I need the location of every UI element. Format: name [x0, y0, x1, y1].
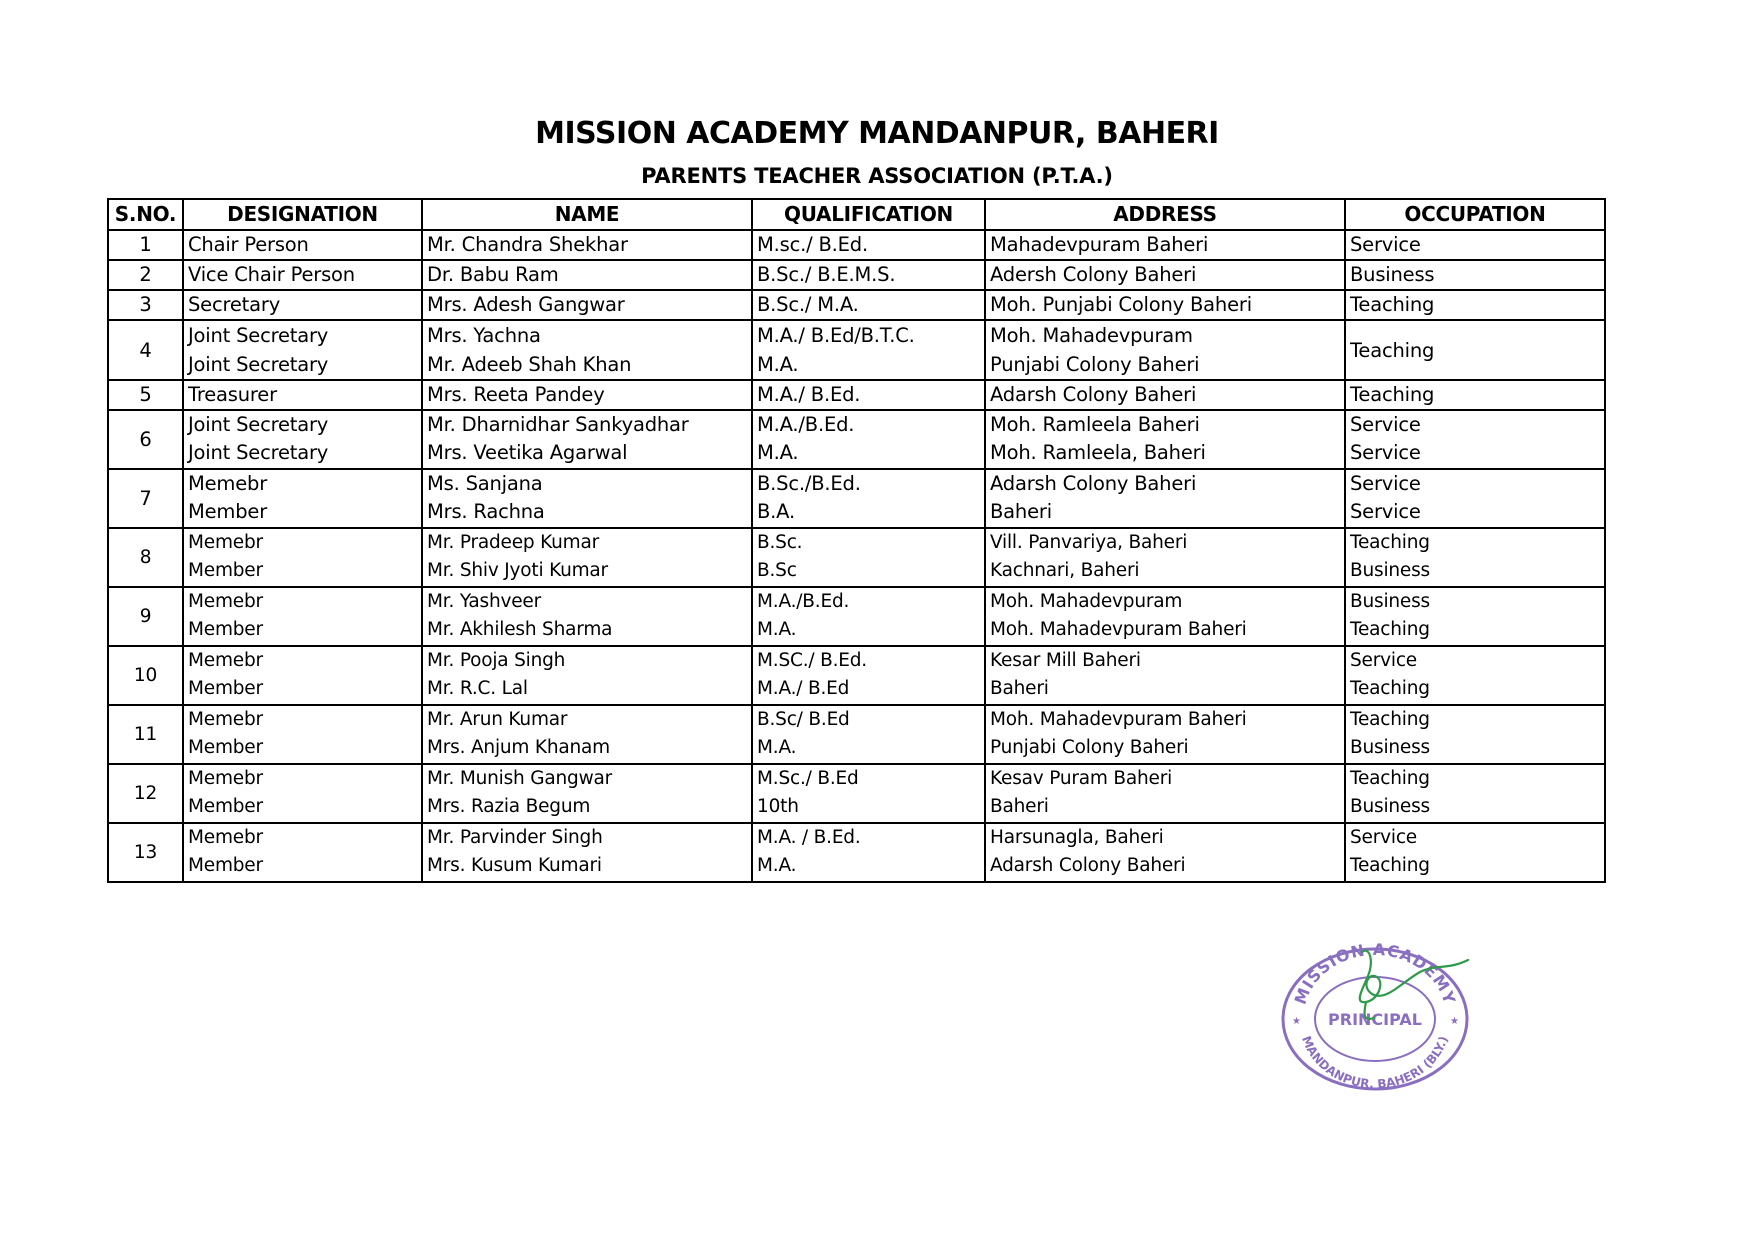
table-row — [108, 230, 1605, 260]
address-cell — [985, 528, 1345, 587]
sno-cell: 1 — [108, 230, 183, 260]
qualification-line: 10th — [757, 796, 799, 817]
address-line: Moh. Ramleela, Baheri — [990, 441, 1206, 464]
table-row — [108, 528, 1605, 587]
header-address: ADDRESS — [985, 199, 1345, 230]
sno-cell: 5 — [108, 380, 183, 410]
designation-line: Member — [188, 737, 263, 758]
designation-cell — [183, 823, 422, 882]
name-line: Mr. Pooja Singh — [427, 650, 566, 671]
occupation-cell — [1345, 528, 1605, 587]
designation-line: Memebr — [188, 768, 263, 789]
name-line: Mr. Arun Kumar — [427, 709, 568, 730]
occupation-cell — [1345, 823, 1605, 882]
name-cell — [422, 705, 752, 764]
qualification-line: B.Sc/ B.Ed — [757, 709, 850, 730]
name-cell: Dr. Babu Ram — [422, 260, 752, 290]
table-row — [108, 290, 1605, 320]
qualification-cell — [752, 528, 985, 587]
designation-line: Memebr — [188, 591, 263, 612]
sno-cell: 4 — [108, 320, 183, 380]
name-cell: Mrs. Adesh Gangwar — [422, 290, 752, 320]
qualification-cell — [752, 587, 985, 646]
page-title: MISSION ACADEMY MANDANPUR, BAHERI — [535, 116, 1219, 151]
table-row — [108, 380, 1605, 410]
occupation-line: Teaching — [1350, 678, 1430, 699]
table-header-row — [108, 199, 1605, 230]
qualification-line: M.A./ B.Ed/B.T.C. — [757, 324, 915, 347]
table-row — [108, 705, 1605, 764]
designation-line: Joint Secretary — [188, 324, 329, 347]
occupation-cell — [1345, 705, 1605, 764]
designation-cell — [183, 320, 422, 380]
designation-cell — [183, 528, 422, 587]
qualification-line: M.SC./ B.Ed. — [757, 650, 867, 671]
svg-text:MANDANPUR, BAHERI (BLY.) — [1299, 1034, 1451, 1091]
name-line: Mr. R.C. Lal — [427, 678, 528, 699]
occupation-cell — [1345, 469, 1605, 528]
pta-members-table — [107, 198, 1606, 883]
sno-cell: 8 — [108, 528, 183, 587]
designation-cell — [183, 469, 422, 528]
occupation-cell: Teaching — [1345, 290, 1605, 320]
sno-cell: 9 — [108, 587, 183, 646]
table-row — [108, 320, 1605, 380]
occupation-line: Service — [1350, 650, 1417, 671]
occupation-line: Business — [1350, 737, 1430, 758]
address-cell — [985, 705, 1345, 764]
designation-line: Memebr — [188, 532, 263, 553]
occupation-line: Service — [1350, 413, 1421, 436]
sno-cell: 2 — [108, 260, 183, 290]
address-cell: Adarsh Colony Baheri — [985, 380, 1345, 410]
occupation-cell: Teaching — [1345, 320, 1605, 380]
occupation-cell — [1345, 587, 1605, 646]
address-line: Adarsh Colony Baheri — [990, 472, 1197, 495]
address-line: Kesav Puram Baheri — [990, 768, 1173, 789]
address-line: Punjabi Colony Baheri — [990, 353, 1200, 376]
address-line: Baheri — [990, 500, 1052, 523]
address-line: Moh. Ramleela Baheri — [990, 413, 1200, 436]
qualification-cell: B.Sc./ M.A. — [752, 290, 985, 320]
designation-line: Member — [188, 796, 263, 817]
sno-cell: 12 — [108, 764, 183, 823]
name-cell — [422, 823, 752, 882]
designation-line: Member — [188, 619, 263, 640]
designation-line: Memebr — [188, 472, 268, 495]
table-row — [108, 823, 1605, 882]
qualification-line: M.A. — [757, 441, 799, 464]
occupation-cell: Business — [1345, 260, 1605, 290]
qualification-line: M.A. — [757, 737, 797, 758]
address-line: Moh. Mahadevpuram Baheri — [990, 619, 1247, 640]
name-line: Mrs. Veetika Agarwal — [427, 441, 628, 464]
designation-cell: Chair Person — [183, 230, 422, 260]
qualification-line: B.A. — [757, 500, 795, 523]
name-line: Mr. Akhilesh Sharma — [427, 619, 613, 640]
name-cell: Mrs. Reeta Pandey — [422, 380, 752, 410]
designation-cell: Treasurer — [183, 380, 422, 410]
qualification-line: M.A./B.Ed. — [757, 413, 855, 436]
name-cell — [422, 587, 752, 646]
header-qualification: QUALIFICATION — [752, 199, 985, 230]
name-cell — [422, 410, 752, 469]
sno-cell: 11 — [108, 705, 183, 764]
qualification-line: B.Sc — [757, 560, 797, 581]
occupation-line: Service — [1350, 500, 1421, 523]
name-line: Mrs. Yachna — [427, 324, 541, 347]
name-line: Ms. Sanjana — [427, 472, 543, 495]
stamp-center-text: PRINCIPAL — [1328, 1010, 1422, 1029]
designation-line: Memebr — [188, 827, 263, 848]
designation-cell — [183, 410, 422, 469]
address-line: Punjabi Colony Baheri — [990, 737, 1189, 758]
address-line: Kesar Mill Baheri — [990, 650, 1141, 671]
address-cell: Adersh Colony Baheri — [985, 260, 1345, 290]
qualification-cell — [752, 320, 985, 380]
address-cell — [985, 410, 1345, 469]
occupation-line: Teaching — [1350, 532, 1430, 553]
name-line: Mrs. Kusum Kumari — [427, 855, 602, 876]
name-line: Mr. Dharnidhar Sankyadhar — [427, 413, 689, 436]
qualification-line: M.A. / B.Ed. — [757, 827, 861, 848]
occupation-line: Service — [1350, 827, 1417, 848]
designation-line: Joint Secretary — [188, 441, 329, 464]
table-row — [108, 764, 1605, 823]
occupation-cell — [1345, 646, 1605, 705]
designation-line: Member — [188, 678, 263, 699]
address-cell: Mahadevpuram Baheri — [985, 230, 1345, 260]
occupation-cell: Teaching — [1345, 380, 1605, 410]
qualification-cell: B.Sc./ B.E.M.S. — [752, 260, 985, 290]
occupation-line: Business — [1350, 796, 1430, 817]
stamp-top-text: MISSION ACADEMY — [1290, 942, 1460, 1007]
table-row — [108, 646, 1605, 705]
qualification-cell: M.sc./ B.Ed. — [752, 230, 985, 260]
name-cell — [422, 528, 752, 587]
stamp-star-left-icon: ★ — [1292, 1016, 1301, 1027]
sno-cell: 3 — [108, 290, 183, 320]
designation-line: Member — [188, 560, 263, 581]
occupation-line: Business — [1350, 560, 1430, 581]
sno-cell: 10 — [108, 646, 183, 705]
page-subtitle: PARENTS TEACHER ASSOCIATION (P.T.A.) — [641, 164, 1113, 188]
qualification-cell: M.A./ B.Ed. — [752, 380, 985, 410]
address-line: Adarsh Colony Baheri — [990, 855, 1186, 876]
designation-cell: Vice Chair Person — [183, 260, 422, 290]
occupation-cell — [1345, 410, 1605, 469]
designation-cell — [183, 764, 422, 823]
name-cell — [422, 764, 752, 823]
designation-cell — [183, 587, 422, 646]
qualification-line: B.Sc./B.Ed. — [757, 472, 861, 495]
occupation-line: Teaching — [1350, 709, 1430, 730]
occupation-cell: Service — [1345, 230, 1605, 260]
designation-cell — [183, 705, 422, 764]
qualification-cell — [752, 469, 985, 528]
address-cell — [985, 320, 1345, 380]
address-cell: Moh. Punjabi Colony Baheri — [985, 290, 1345, 320]
address-line: Moh. Mahadevpuram — [990, 324, 1193, 347]
designation-line: Joint Secretary — [188, 413, 329, 436]
designation-line: Joint Secretary — [188, 353, 329, 376]
qualification-cell — [752, 705, 985, 764]
qualification-line: M.A./ B.Ed — [757, 678, 850, 699]
table-row — [108, 410, 1605, 469]
name-line: Mrs. Rachna — [427, 500, 545, 523]
occupation-line: Service — [1350, 472, 1421, 495]
occupation-line: Service — [1350, 441, 1421, 464]
address-line: Kachnari, Baheri — [990, 560, 1140, 581]
address-line: Moh. Mahadevpuram — [990, 591, 1183, 612]
address-line: Baheri — [990, 796, 1049, 817]
designation-line: Member — [188, 500, 268, 523]
table-row — [108, 260, 1605, 290]
name-line: Mr. Pradeep Kumar — [427, 532, 600, 553]
address-line: Moh. Mahadevpuram Baheri — [990, 709, 1247, 730]
address-cell — [985, 469, 1345, 528]
address-cell — [985, 764, 1345, 823]
designation-line: Member — [188, 855, 263, 876]
name-cell — [422, 469, 752, 528]
occupation-line: Teaching — [1350, 619, 1430, 640]
qualification-cell — [752, 410, 985, 469]
name-cell: Mr. Chandra Shekhar — [422, 230, 752, 260]
table-row — [108, 587, 1605, 646]
stamp-bottom-text: MANDANPUR, BAHERI (BLY.) — [1299, 1033, 1451, 1092]
address-cell — [985, 823, 1345, 882]
header-occupation: OCCUPATION — [1345, 199, 1605, 230]
principal-stamp — [1270, 942, 1480, 1092]
name-line: Mrs. Razia Begum — [427, 796, 591, 817]
name-line: Mrs. Anjum Khanam — [427, 737, 610, 758]
qualification-line: M.A. — [757, 619, 797, 640]
table-row — [108, 469, 1605, 528]
name-line: Mr. Yashveer — [427, 591, 542, 612]
qualification-cell — [752, 646, 985, 705]
qualification-cell — [752, 764, 985, 823]
name-cell — [422, 646, 752, 705]
occupation-cell — [1345, 764, 1605, 823]
name-line: Mr. Parvinder Singh — [427, 827, 603, 848]
name-line: Mr. Shiv Jyoti Kumar — [427, 560, 608, 581]
address-cell — [985, 646, 1345, 705]
address-line: Vill. Panvariya, Baheri — [990, 532, 1188, 553]
qualification-line: M.A. — [757, 855, 797, 876]
address-line: Harsunagla, Baheri — [990, 827, 1164, 848]
sno-cell: 13 — [108, 823, 183, 882]
sno-cell: 6 — [108, 410, 183, 469]
sno-cell: 7 — [108, 469, 183, 528]
occupation-line: Teaching — [1350, 855, 1430, 876]
occupation-line: Business — [1350, 591, 1430, 612]
designation-line: Memebr — [188, 650, 263, 671]
designation-cell — [183, 646, 422, 705]
occupation-line: Teaching — [1350, 768, 1430, 789]
address-line: Baheri — [990, 678, 1049, 699]
qualification-line: M.A. — [757, 353, 799, 376]
name-cell — [422, 320, 752, 380]
qualification-cell — [752, 823, 985, 882]
qualification-line: M.Sc./ B.Ed — [757, 768, 859, 789]
qualification-line: M.A./B.Ed. — [757, 591, 850, 612]
designation-cell: Secretary — [183, 290, 422, 320]
header-name: NAME — [422, 199, 752, 230]
name-line: Mr. Adeeb Shah Khan — [427, 353, 632, 376]
header-designation: DESIGNATION — [183, 199, 422, 230]
qualification-line: B.Sc. — [757, 532, 803, 553]
stamp-star-right-icon: ★ — [1450, 1016, 1459, 1027]
address-cell — [985, 587, 1345, 646]
designation-line: Memebr — [188, 709, 263, 730]
name-line: Mr. Munish Gangwar — [427, 768, 613, 789]
header-sno: S.NO. — [108, 199, 183, 230]
